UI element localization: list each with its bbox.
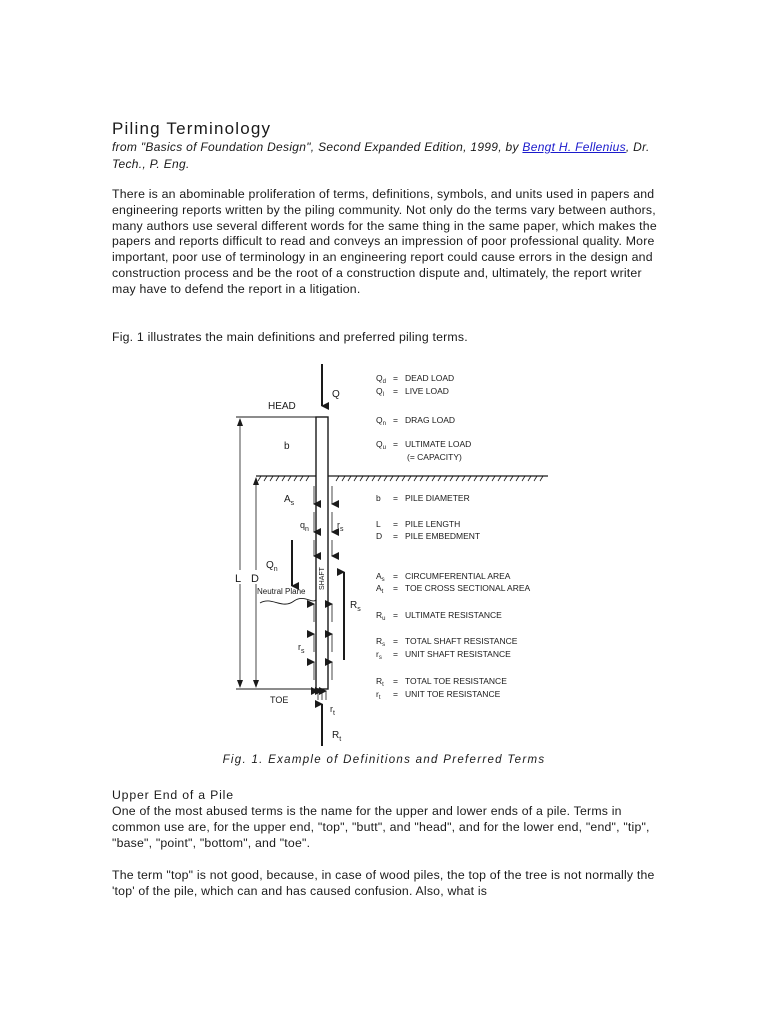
definitions-legend <box>376 373 531 701</box>
legend-equals: = <box>393 386 398 396</box>
circumferential-area-label: $A_s$ <box>284 494 295 507</box>
intro-paragraph: There is an abominable proliferation of terms, definitions, symbols, and units used in papers and engineering reports written by the piling community. Not only do the terms vary between authors, many authors use several different words for the same thing in the same paper, which makes the papers and reports difficult to read and conveys an impression of poor professional quality. More important, poor use of terminology in an engineering report could cause errors in the design and construction process and be the root of a construction dispute and, ultimately, the report writer may have to defend the report in a litigation. <box>112 187 657 296</box>
legend-symbol: L <box>376 519 381 529</box>
legend-row <box>376 493 470 503</box>
legend-description: CIRCUMFERENTIAL AREA <box>405 571 511 581</box>
legend-equals: = <box>393 415 398 425</box>
legend-description: TOTAL TOE RESISTANCE <box>405 676 507 686</box>
legend-description: TOTAL SHAFT RESISTANCE <box>405 636 518 646</box>
legend-description: (= CAPACITY) <box>407 452 462 462</box>
legend-symbol: $r_s$ <box>376 649 382 661</box>
legend-symbol: $A_t$ <box>376 583 384 595</box>
drag-load-label: $Q_n$ <box>266 560 278 573</box>
legend-symbol: $Q_u$ <box>376 439 386 451</box>
legend-equals: = <box>393 583 398 593</box>
page-title: Piling Terminology <box>112 119 272 138</box>
author-link[interactable]: Bengt H. Fellenius <box>522 140 626 154</box>
figure-intro-paragraph: Fig. 1 illustrates the main definitions and preferred piling terms. <box>112 330 468 344</box>
legend-row <box>376 649 511 661</box>
legend-description: PILE LENGTH <box>405 519 461 529</box>
citation-suffix: , Dr. Tech., P. Eng. <box>112 140 650 171</box>
legend-description: ULTIMATE RESISTANCE <box>405 610 502 620</box>
legend-description: ULTIMATE LOAD <box>405 439 472 449</box>
legend-row <box>376 386 449 398</box>
legend-equals: = <box>393 531 398 541</box>
legend-equals: = <box>393 439 398 449</box>
neutral-plane-label: Neutral Plane <box>257 587 306 596</box>
legend-equals: = <box>393 676 398 686</box>
legend-description: DEAD LOAD <box>405 373 455 383</box>
legend-symbol: $Q_l$ <box>376 386 384 398</box>
legend-description: TOE CROSS SECTIONAL AREA <box>405 583 531 593</box>
pile-terminology-diagram <box>220 360 548 748</box>
legend-row <box>376 439 471 451</box>
legend-description: LIVE LOAD <box>405 386 449 396</box>
legend-symbol: $Q_n$ <box>376 415 386 427</box>
legend-description: DRAG LOAD <box>405 415 456 425</box>
legend-equals: = <box>393 373 398 383</box>
legend-row <box>376 519 460 529</box>
legend-row <box>407 452 462 462</box>
negative-skin-friction-label: $q_n$ <box>300 520 309 533</box>
head-label: HEAD <box>268 401 296 412</box>
legend-row <box>376 610 502 622</box>
legend-symbol: $R_u$ <box>376 610 386 622</box>
toe-label: TOE <box>270 695 289 705</box>
section-paragraph-2: The term "top" is not good, because, in case of wood piles, the top of the tree is not normally the 'top' of the pile, which can and has caused confusion. Also, what is <box>112 868 655 898</box>
legend-symbol: $R_s$ <box>376 636 386 648</box>
legend-equals: = <box>393 571 398 581</box>
legend-row <box>376 689 501 701</box>
legend-equals: = <box>393 519 398 529</box>
legend-description: PILE DIAMETER <box>405 493 470 503</box>
unit-toe-resistance-label: $r_t$ <box>330 704 335 717</box>
legend-symbol: $R_t$ <box>376 676 384 688</box>
shaft-label: SHAFT <box>319 567 326 590</box>
legend-equals: = <box>393 610 398 620</box>
legend-description: UNIT TOE RESISTANCE <box>405 689 501 699</box>
legend-symbol: b <box>376 493 381 503</box>
toe-resistance-label: $R_t$ <box>332 730 342 743</box>
legend-equals: = <box>393 493 398 503</box>
pile-shaft <box>316 417 328 689</box>
legend-row <box>376 676 507 688</box>
neutral-plane-line <box>260 598 316 604</box>
section-heading: Upper End of a Pile <box>112 788 234 802</box>
legend-row <box>376 373 454 385</box>
load-label: Q <box>332 389 340 400</box>
legend-symbol: $Q_d$ <box>376 373 386 385</box>
legend-description: PILE EMBEDMENT <box>405 531 481 541</box>
legend-description: UNIT SHAFT RESISTANCE <box>405 649 511 659</box>
ground-surface <box>256 476 548 481</box>
diameter-label: b <box>284 441 290 452</box>
legend-equals: = <box>393 689 398 699</box>
length-label: L <box>235 573 242 585</box>
legend-equals: = <box>393 649 398 659</box>
legend-row <box>376 531 480 541</box>
legend-row <box>376 583 531 595</box>
legend-symbol: D <box>376 531 383 541</box>
total-shaft-resistance-label: $R_s$ <box>350 600 361 613</box>
citation-prefix: from "Basics of Foundation Design", Second Expanded Edition, 1999, by <box>112 140 523 154</box>
source-citation <box>112 139 672 173</box>
figure-caption: Fig. 1. Example of Definitions and Preferred Terms <box>222 754 546 766</box>
section-paragraph-1: One of the most abused terms is the name for the upper and lower ends of a pile. Terms in common use are, for the upper end, "top", "butt", and "head", and for the lower end, "end", "tip", "base", "point", "bottom", and "toe". <box>112 804 650 850</box>
unit-shaft-resistance-upper-label: $r_s$ <box>337 520 344 533</box>
legend-row <box>376 636 518 648</box>
unit-shaft-resistance-lower-label: $r_s$ <box>298 642 305 655</box>
embedment-label: D <box>251 573 259 585</box>
legend-row <box>376 571 511 583</box>
legend-symbol: $A_s$ <box>376 571 385 583</box>
legend-equals: = <box>393 636 398 646</box>
legend-row <box>376 415 455 427</box>
legend-symbol: $r_t$ <box>376 689 381 701</box>
